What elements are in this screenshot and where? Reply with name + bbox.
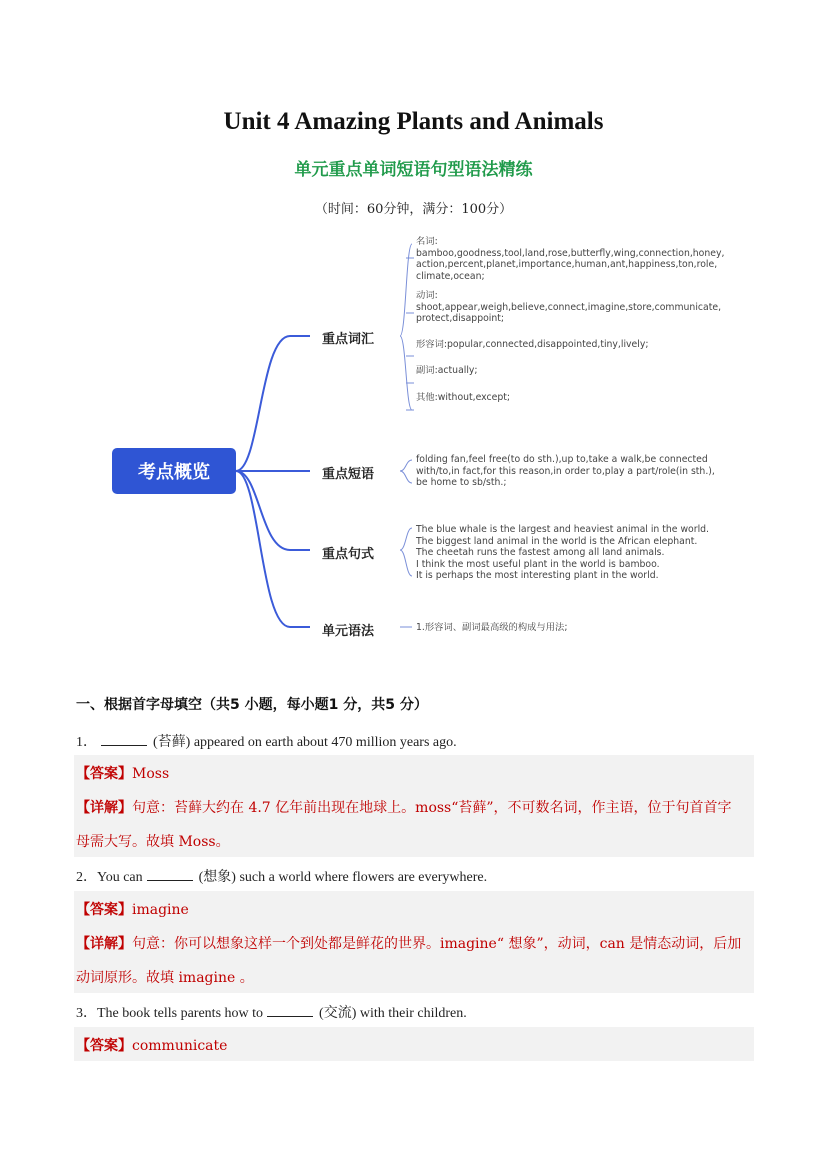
vocab-line: protect,disappoint;: [416, 313, 505, 324]
mindmap: [100, 228, 740, 648]
question-text: (想象) such a world where flowers are everywhere.: [198, 870, 488, 885]
question-number: 1．: [76, 735, 97, 750]
detail-line: [76, 797, 732, 817]
branch-vocab-label: 重点词汇: [322, 332, 375, 347]
answer-tag: 【答案】: [76, 766, 132, 782]
question-number: 2．: [76, 870, 97, 885]
question-text-before: The book tells parents how to: [97, 1006, 264, 1021]
answer-blank[interactable]: [147, 868, 193, 881]
answer-box-3: [74, 1027, 754, 1061]
vocab-line: action,percent,planet,importance,human,ant,happiness,ton,role,: [416, 259, 718, 270]
answer-tag: 【答案】: [76, 902, 132, 918]
phrase-line: with/to,in fact,for this reason,in order to,play a part/role(in sth.),: [416, 465, 715, 477]
answer-value: communicate: [132, 1038, 228, 1054]
answer-blank[interactable]: [101, 733, 147, 746]
question-1: [76, 731, 457, 751]
detail-text: 句意：苔藓大约在 4.7 亿年前出现在地球上。moss“苔藓”，不可数名词，作主语，位于句首首字: [132, 800, 732, 816]
answer-line: [76, 1035, 227, 1055]
detail-text: 句意：你可以想象这样一个到处都是鲜花的世界。imagine“ 想象”，动词，can 是情态动词，后加: [132, 936, 742, 952]
answer-value: imagine: [132, 902, 189, 918]
answer-line: [76, 899, 189, 919]
phrases-text: [416, 454, 715, 489]
answer-value: Moss: [132, 766, 170, 782]
bracket-vocab: [400, 244, 412, 410]
grammar-text: [416, 622, 567, 634]
vocab-nouns-head: 名词:: [416, 236, 438, 247]
sentence-line: The blue whale is the largest and heaviest animal in the world.: [416, 524, 710, 535]
question-3: [76, 1002, 467, 1022]
page-title: Unit 4 Amazing Plants and Animals: [223, 108, 604, 135]
detail-line: [76, 933, 741, 953]
sentence-line: The cheetah runs the fastest among all land animals.: [416, 547, 665, 558]
branch-sentences-label: 重点句式: [322, 547, 375, 562]
answer-blank[interactable]: [267, 1004, 313, 1017]
sentences-text: [416, 524, 709, 582]
connector-vocab: [236, 336, 310, 471]
mindmap-root: 考点概览: [112, 448, 236, 494]
detail-tag: 【详解】: [76, 936, 132, 952]
section-heading: 一、根据首字母填空（共5 小题，每小题1 分，共5 分）: [76, 697, 428, 713]
sentence-line: It is perhaps the most interesting plant in the world.: [416, 570, 659, 581]
phrase-line: folding fan,feel free(to do sth.),up to,take a walk,be connected: [416, 454, 708, 465]
bracket-phrases: [400, 460, 412, 483]
question-text: (苔藓) appeared on earth about 470 million years ago.: [153, 735, 457, 750]
vocab-adv: 副词:actually;: [416, 365, 478, 376]
question-text: (交流) with their children.: [319, 1006, 467, 1021]
detail-line-2: 母需大写。故填 Moss。: [76, 834, 230, 850]
vocab-other: 其他:without,except;: [416, 391, 511, 403]
bracket-sentences: [400, 528, 412, 576]
vocab-adj: 形容词:popular,connected,disappointed,tiny,lively;: [416, 338, 649, 350]
phrase-line: be home to sb/sth.;: [416, 477, 507, 488]
question-number: 3．: [76, 1006, 97, 1021]
vocab-line: shoot,appear,weigh,believe,connect,imagine,store,communicate,: [416, 301, 722, 313]
vocab-line: climate,ocean;: [416, 270, 485, 282]
time-info: （时间：60分钟，满分：100分）: [314, 202, 513, 217]
answer-tag: 【答案】: [76, 1038, 132, 1054]
question-2: [76, 866, 487, 886]
vocab-text: [416, 236, 724, 403]
page-subtitle: 单元重点单词短语句型语法精练: [294, 160, 533, 180]
detail-line-2: 动词原形。故填 imagine 。: [76, 970, 254, 986]
sentence-line: The biggest land animal in the world is the African elephant.: [416, 535, 698, 547]
vocab-line: bamboo,goodness,tool,land,rose,butterfly,wing,connection,honey,: [416, 247, 725, 259]
answer-box-1: [74, 755, 754, 857]
question-text-before: You can: [97, 870, 143, 885]
detail-tag: 【详解】: [76, 800, 132, 816]
answer-box-2: [74, 891, 754, 993]
grammar-line: 1.形容词、副词最高级的构成与用法;: [416, 622, 568, 633]
answer-line: [76, 763, 169, 783]
branch-grammar-label: 单元语法: [322, 624, 375, 639]
vocab-verbs-head: 动词:: [416, 290, 438, 301]
branch-phrases-label: 重点短语: [322, 467, 375, 482]
sentence-line: I think the most useful plant in the world is bamboo.: [416, 558, 660, 570]
